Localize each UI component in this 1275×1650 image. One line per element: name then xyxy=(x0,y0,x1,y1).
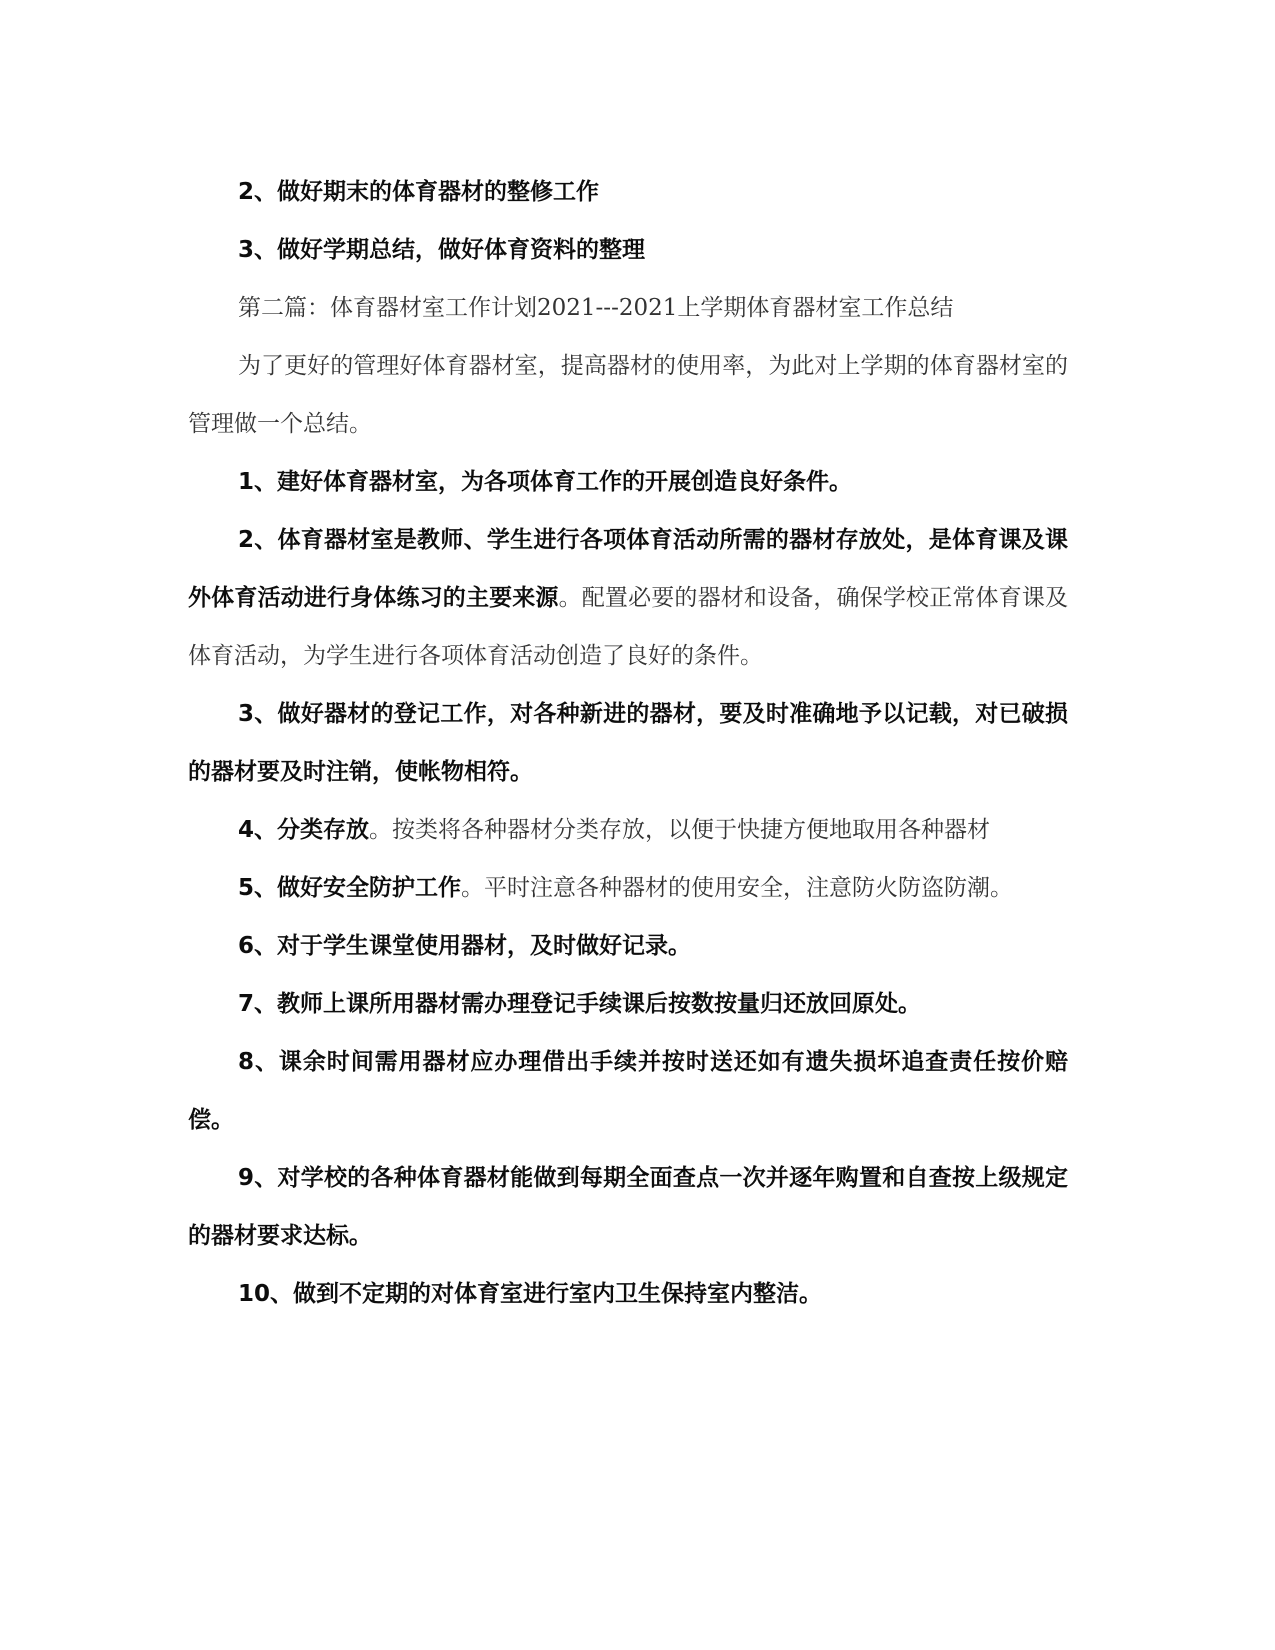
list-item xyxy=(188,801,1068,859)
paragraph-regular-text: 第二篇：体育器材室工作计划2021---2021上学期体育器材室工作总结 xyxy=(238,295,954,321)
paragraph-1 xyxy=(188,163,1068,221)
paragraph-bold-text: 3、做好器材的登记工作，对各种新进的器材，要及时准确地予以记载，对已破损的器材要及时注销，使帐物相符。 xyxy=(188,701,1068,785)
list-item xyxy=(188,917,1068,975)
paragraph-regular-text: 。配置必要的器材和设备，确保学校正常体育课及体育活动，为学生进行各项体育活动创造了良好的条件。 xyxy=(188,585,1069,669)
list-item xyxy=(188,859,1068,917)
list-item xyxy=(188,975,1068,1033)
paragraph-regular-text: 为了更好的管理好体育器材室，提高器材的使用率，为此对上学期的体育器材室的管理做一个总结。 xyxy=(188,353,1068,437)
paragraph-2 xyxy=(188,221,1068,279)
paragraph-bold-text: 5、做好安全防护工作 xyxy=(238,875,462,901)
list-item xyxy=(188,685,1068,801)
paragraph-bold-text: 1、建好体育器材室，为各项体育工作的开展创造良好条件。 xyxy=(238,469,853,495)
paragraph-bold-text: 3、做好学期总结，做好体育资料的整理 xyxy=(238,237,646,263)
list-item xyxy=(188,1149,1068,1265)
paragraph-regular-text: 。按类将各种器材分类存放，以便于快捷方便地取用各种器材 xyxy=(369,817,991,843)
paragraph-bold-text: 10、做到不定期的对体育室进行室内卫生保持室内整洁。 xyxy=(238,1281,823,1307)
paragraph-bold-text: 8、课余时间需用器材应办理借出手续并按时送还如有遗失损坏追查责任按价赔偿。 xyxy=(188,1049,1068,1133)
paragraph-bold-text: 6、对于学生课堂使用器材，及时做好记录。 xyxy=(238,933,692,959)
list-item xyxy=(188,1033,1068,1149)
paragraph-bold-text: 2、体育器材室是教师、学生进行各项体育活动所需的器材存放处，是体育课及课外体育活动进行身体练习的主要来源 xyxy=(188,527,1068,611)
paragraph-bold-text: 7、教师上课所用器材需办理登记手续课后按数按量归还放回原处。 xyxy=(238,991,922,1017)
list-item xyxy=(188,1265,1068,1323)
paragraph-bold-text: 4、分类存放 xyxy=(238,817,370,843)
paragraph-bold-text: 2、做好期末的体育器材的整修工作 xyxy=(238,179,600,205)
section-heading xyxy=(188,279,1068,337)
intro-paragraph xyxy=(188,337,1068,453)
list-item xyxy=(188,511,1068,685)
paragraph-bold-text: 9、对学校的各种体育器材能做到每期全面查点一次并逐年购置和自查按上级规定的器材要求达标。 xyxy=(188,1165,1068,1249)
list-item xyxy=(188,453,1068,511)
paragraph-regular-text: 。平时注意各种器材的使用安全，注意防火防盗防潮。 xyxy=(461,875,1014,901)
document-body xyxy=(188,163,1068,1323)
